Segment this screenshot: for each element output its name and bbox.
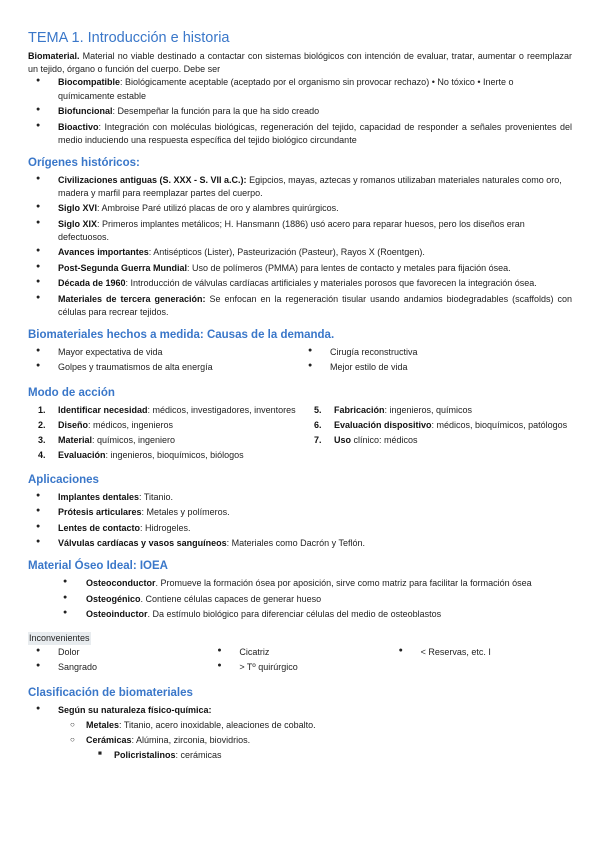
list-item: 5. Fabricación: ingenieros, químicos	[314, 404, 473, 415]
list-item: ● Biofuncional: Desempeñar la función para la que ha sido creado	[28, 105, 572, 118]
classification-subsublist	[28, 749, 572, 762]
list-item: ● Golpes y traumatismos de alta energía	[28, 361, 300, 374]
list-item: ● Bioactivo: Integración con moléculas biológicas, regeneración del tejido, capacidad de responder a señales provenientes del medio induciendo una respuesta específica del tejido biológico circundante	[28, 121, 572, 147]
intro-list	[28, 76, 572, 146]
page-title: TEMA 1. Introducción e historia	[28, 30, 230, 46]
demand-columns	[28, 346, 572, 377]
list-item: ● Lentes de contacto: Hidrogeles.	[28, 522, 572, 535]
list-item: ● Cirugía reconstructiva	[300, 346, 572, 359]
list-item: ● Mejor estilo de vida	[300, 361, 572, 374]
list-item: ● Civilizaciones antiguas (S. XXX - S. VII a.C.): Egipcios, mayas, aztecas y romanos utilizaban materiales naturales como oro, madera y marfil para reemplazar partes del cuerpo.	[28, 174, 572, 200]
list-item: ■ Policristalinos: cerámicas	[28, 749, 572, 762]
applications-heading: Aplicaciones	[28, 473, 99, 486]
list-item: ○ Metales: Titanio, acero inoxidable, aleaciones de cobalto.	[28, 719, 572, 732]
action-heading: Modo de acción	[28, 386, 115, 399]
list-item: ○ Cerámicas: Alúmina, zirconia, biovidrios.	[28, 734, 572, 747]
intro-text: Material no viable destinado a contactar con sistemas biológicos con intención de evaluar, tratar, aumentar o reemplazar un tejido, órgano o función del cuerpo. Debe ser	[28, 51, 572, 75]
classification-heading: Clasificación de biomateriales	[28, 686, 193, 699]
list-item: 1. Identificar necesidad: médicos, investigadores, inventores	[38, 404, 296, 415]
list-item: ● Cicatriz	[209, 646, 390, 659]
list-item: ● Siglo XIX: Primeros implantes metálicos; H. Hansmann (1886) usó acero para reparar huesos, pero los diseños eran defectuosos.	[28, 218, 572, 244]
list-item: ● Osteoinductor. Da estímulo biológico para diferenciar células del medio de osteoblastos	[28, 608, 572, 621]
list-item: ● Osteogénico. Contiene células capaces de generar hueso	[28, 593, 572, 606]
list-item: ● Sangrado	[28, 661, 209, 674]
origins-list	[28, 174, 572, 319]
list-item: ● Implantes dentales: Titanio.	[28, 491, 572, 504]
list-item: 4. Evaluación: ingenieros, bioquímicos, biólogos	[38, 449, 244, 460]
list-item: ● > Tº quirúrgico	[209, 661, 390, 674]
drawbacks-heading: Inconvenientes	[28, 632, 91, 645]
intro-term: Biomaterial.	[28, 51, 80, 62]
applications-list	[28, 491, 572, 551]
list-item: 7. Uso clínico: médicos	[314, 434, 418, 445]
list-item: ● Dolor	[28, 646, 209, 659]
list-item: ● Década de 1960: Introducción de válvulas cardíacas artificiales y materiales porosos que favorecen la integración ósea.	[28, 277, 572, 290]
origins-heading: Orígenes históricos:	[28, 156, 140, 169]
list-item: 6. Evaluación dispositivo: médicos, bioquímicos, patólogos	[314, 419, 568, 430]
drawbacks-columns	[28, 646, 572, 677]
list-item: ● Según su naturaleza físico-química:	[28, 704, 572, 717]
intro-paragraph	[28, 50, 572, 76]
demand-heading: Biomateriales hechos a medida: Causas de la demanda.	[28, 328, 335, 341]
list-item: ● Avances importantes: Antisépticos (Lister), Pasteurización (Pasteur), Rayos X (Roentgen).	[28, 246, 572, 259]
list-item: ● Osteoconductor. Promueve la formación ósea por aposición, sirve como matriz para facilitar la formación ósea	[28, 577, 572, 590]
ideal-heading: Material Óseo Ideal: IOEA	[28, 560, 168, 573]
list-item: ● Materiales de tercera generación: Se enfocan en la regeneración tisular usando andamios biodegradables (scaffolds) con células para recrear tejidos.	[28, 293, 572, 319]
list-item: ● Biocompatible: Biológicamente aceptable (aceptado por el organismo sin provocar rechazo) • No tóxico • Inerte o químicamente estable	[28, 76, 572, 102]
classification-sublist	[28, 719, 572, 747]
ideal-list	[28, 577, 572, 621]
list-item: ● Prótesis articulares: Metales y polímeros.	[28, 506, 572, 519]
classification-list	[28, 704, 572, 717]
list-item: 3. Material: químicos, ingeniero	[38, 434, 176, 445]
list-item: ● Siglo XVI: Ambroise Paré utilizó placas de oro y alambres quirúrgicos.	[28, 202, 572, 215]
action-columns	[28, 404, 572, 464]
list-item: ● < Reservas, etc. I	[391, 646, 572, 659]
list-item: ● Mayor expectativa de vida	[28, 346, 300, 359]
list-item: ● Post-Segunda Guerra Mundial: Uso de polímeros (PMMA) para lentes de contacto y metales para fijación ósea.	[28, 262, 572, 275]
list-item: 2. Diseño: médicos, ingenieros	[38, 419, 174, 430]
list-item: ● Válvulas cardíacas y vasos sanguíneos: Materiales como Dacrón y Teflón.	[28, 537, 572, 550]
